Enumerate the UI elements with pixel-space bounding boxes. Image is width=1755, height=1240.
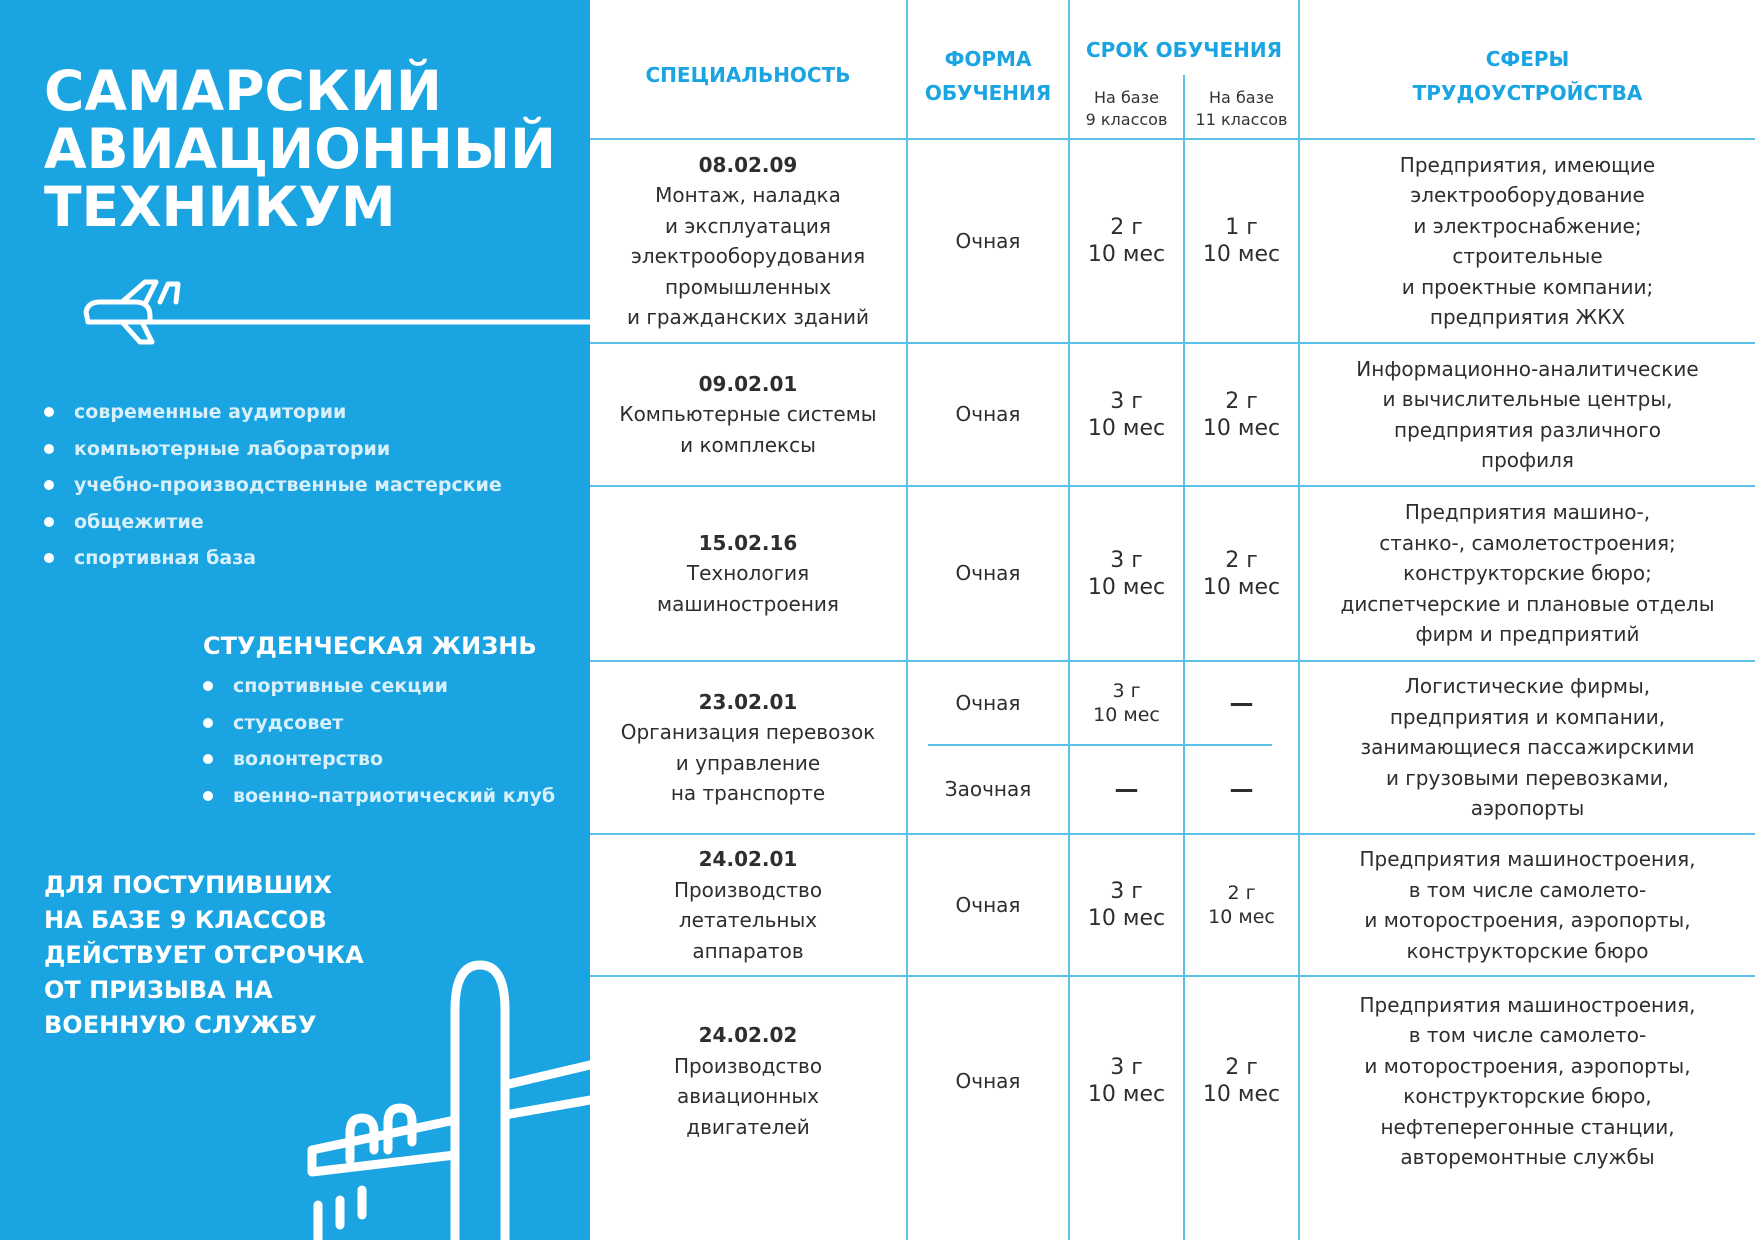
form-cell: Очная: [955, 1068, 1021, 1093]
specialty-cell: 09.02.01 Компьютерные системы и комплексы: [590, 344, 906, 485]
header-base11: На базе 11 классов: [1195, 88, 1288, 129]
bullet-icon: [44, 553, 54, 563]
header-duration: СРОК ОБУЧЕНИЯ: [1085, 38, 1282, 62]
college-title: [44, 59, 584, 239]
info-panel: [0, 0, 590, 1240]
bullet-icon: [44, 517, 54, 527]
duration-base11-cell: 1 г 10 мес: [1202, 215, 1281, 267]
form-cell: Очная: [955, 892, 1021, 917]
title-line: САМАРСКИЙ: [44, 59, 442, 123]
feature-item: общежитие: [44, 504, 502, 541]
employment-cell: Предприятия машино-, станко-, самолетостроения; конструкторские бюро; диспетчерские и плановые отделы фирм и предприятий: [1340, 500, 1715, 647]
employment-cell: Предприятия машиностроения, в том числе самолето- и моторостроения, аэропорты, конструкторские бюро, нефтеперегонные станции, авторемонтные службы: [1359, 992, 1696, 1169]
student-life-list: [203, 668, 555, 814]
bullet-icon: [203, 791, 213, 801]
header-employment: СФЕРЫ ТРУДОУСТРОЙСТВА: [1412, 47, 1643, 105]
student-life-item: спортивные секции: [203, 668, 555, 705]
feature-item: компьютерные лаборатории: [44, 431, 502, 468]
student-life-item: военно-патриотический клуб: [203, 778, 555, 815]
header-base9: На базе 9 классов: [1085, 88, 1168, 129]
specialty-cell: 15.02.16 Технология машиностроения: [590, 487, 906, 660]
deferral-notice: ДЛЯ ПОСТУПИВШИХ НА БАЗЕ 9 КЛАССОВ ДЕЙСТВУЕТ ОТСРОЧКА ОТ ПРИЗЫВА НА ВОЕННУЮ СЛУЖБУ: [44, 871, 364, 1039]
duration-base9-cell: 3 г 10 мес: [1087, 547, 1166, 600]
feature-list: [44, 394, 502, 577]
specialty-cell: 08.02.09 Монтаж, наладка и эксплуатация электрооборудования промышленных и гражданских зданий: [590, 140, 906, 342]
feature-item: спортивная база: [44, 540, 502, 577]
employment-cell: Логистические фирмы, предприятия и компании, занимающиеся пассажирскими и грузовыми перевозками, аэропорты: [1360, 674, 1695, 821]
specialty-cell: 24.02.02 Производство авиационных двигателей: [590, 977, 906, 1185]
form-cell: Заочная: [944, 777, 1032, 802]
duration-base9-cell: 3 г 10 мес: [1087, 879, 1166, 931]
duration-base11-cell: 2 г 10 мес: [1202, 547, 1281, 600]
specialty-code: 15.02.16: [698, 530, 798, 555]
duration-base9-cell: 3 г 10 мес: [1087, 388, 1166, 441]
duration-base11-cell: —: [1229, 688, 1254, 717]
form-cell: Очная: [955, 690, 1021, 715]
specialty-code: 09.02.01: [698, 371, 798, 396]
employment-cell: Предприятия машиностроения, в том числе самолето- и моторостроения, аэропорты, конструкторские бюро: [1359, 847, 1696, 963]
feature-item: современные аудитории: [44, 394, 502, 431]
specialty-cell: 24.02.01 Производство летательных аппаратов: [590, 835, 906, 975]
duration-base11-cell: —: [1229, 775, 1254, 804]
form-cell: Очная: [955, 561, 1021, 586]
form-cell: Очная: [955, 228, 1021, 253]
airplane-icon: [0, 272, 590, 352]
duration-base11-cell: 2 г 10 мес: [1202, 1055, 1281, 1107]
employment-cell: Предприятия, имеющие электрооборудование и электроснабжение; строительные и проектные компании; предприятия ЖКХ: [1399, 152, 1656, 329]
specialty-code: 24.02.02: [698, 1023, 798, 1047]
header-form: ФОРМА ОБУЧЕНИЯ: [924, 47, 1052, 105]
bullet-icon: [44, 407, 54, 417]
duration-base11-cell: 2 г 10 мес: [1208, 882, 1275, 928]
header-specialty: СПЕЦИАЛЬНОСТЬ: [645, 63, 851, 87]
employment-cell: Информационно-аналитические и вычислительные центры, предприятия различного профиля: [1356, 356, 1699, 472]
duration-base9-cell: 3 г 10 мес: [1087, 1055, 1166, 1107]
student-life-heading: СТУДЕНЧЕСКАЯ ЖИЗНЬ: [203, 632, 537, 660]
specialties-table: [590, 0, 1755, 1240]
feature-item: учебно-производственные мастерские: [44, 467, 502, 504]
title-line: АВИАЦИОННЫЙ: [44, 117, 556, 181]
specialty-code: 08.02.09: [698, 152, 798, 177]
duration-base9-cell: 2 г 10 мес: [1087, 215, 1166, 267]
bullet-icon: [44, 444, 54, 454]
title-line: ТЕХНИКУМ: [44, 175, 396, 239]
airplane-outline-icon: [300, 950, 590, 1240]
bullet-icon: [203, 718, 213, 728]
specialty-cell: 23.02.01 Организация перевозок и управление на транспорте: [590, 662, 906, 833]
duration-base9-cell: —: [1114, 775, 1139, 804]
specialty-code: 24.02.01: [698, 847, 798, 871]
bullet-icon: [203, 681, 213, 691]
form-cell: Очная: [955, 402, 1021, 427]
bullet-icon: [44, 480, 54, 490]
duration-base9-cell: 3 г 10 мес: [1093, 680, 1160, 726]
specialty-code: 23.02.01: [698, 689, 798, 714]
duration-base11-cell: 2 г 10 мес: [1202, 388, 1281, 441]
bullet-icon: [203, 754, 213, 764]
student-life-item: волонтерство: [203, 741, 555, 778]
student-life-item: студсовет: [203, 705, 555, 742]
